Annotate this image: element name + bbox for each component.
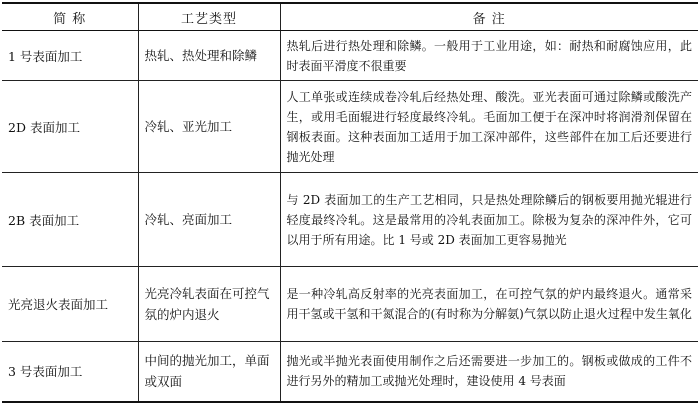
table-row	[2, 31, 698, 81]
row-name: 光亮退火表面加工	[2, 267, 138, 342]
table-row	[2, 81, 698, 173]
table-header	[2, 3, 698, 31]
row-remarks: 人工单张或连续成卷冷轧后经热处理、酸洗。亚光表面可通过除鳞或酸洗产生，或用毛面辊进行轻度最终冷轧。毛面加工便于在深冲时将润滑剂保留在钢板表面。这种表面加工适用于加工深冲部件，这些部件在加工后还要进行抛光处理	[280, 81, 698, 173]
surface-finish-table	[2, 2, 698, 403]
row-name: 2D 表面加工	[2, 81, 138, 173]
header-process-type: 工艺类型	[138, 3, 280, 31]
header-remarks: 备 注	[280, 3, 698, 31]
row-remarks: 是一种冷轧高反射率的光亮表面加工，在可控气氛的炉内最终退火。通常采用干氢或干氢和干氮混合的(有时称为分解氨)气氛以防止退火过程中发生氧化	[280, 267, 698, 342]
table-row	[2, 173, 698, 267]
header-name: 简 称	[2, 3, 138, 31]
row-process-type: 热轧、热处理和除鳞	[138, 31, 280, 81]
row-remarks: 抛光或半抛光表面使用制作之后还需要进一步加工的。钢板或做成的工件不进行另外的精加工或抛光处理时，建设使用 4 号表面	[280, 342, 698, 402]
row-name: 2B 表面加工	[2, 173, 138, 267]
header-row	[2, 3, 698, 31]
row-process-type: 光亮冷轧表面在可控气氛的炉内退火	[138, 267, 280, 342]
row-process-type: 冷轧、亮面加工	[138, 173, 280, 267]
row-name: 1 号表面加工	[2, 31, 138, 81]
row-name: 3 号表面加工	[2, 342, 138, 402]
table-row	[2, 342, 698, 402]
row-remarks: 热轧后进行热处理和除鳞。一般用于工业用途，如：耐热和耐腐蚀应用，此时表面平滑度不很重要	[280, 31, 698, 81]
table-body	[2, 31, 698, 402]
table-row	[2, 267, 698, 342]
row-remarks: 与 2D 表面加工的生产工艺相同，只是热处理除鳞后的钢板要用抛光辊进行轻度最终冷轧。这是最常用的冷轧表面加工。除极为复杂的深冲件外，它可以用于所有用途。比 1 号或 2D 表面加工更容易抛光	[280, 173, 698, 267]
row-process-type: 冷轧、亚光加工	[138, 81, 280, 173]
row-process-type: 中间的抛光加工，单面或双面	[138, 342, 280, 402]
